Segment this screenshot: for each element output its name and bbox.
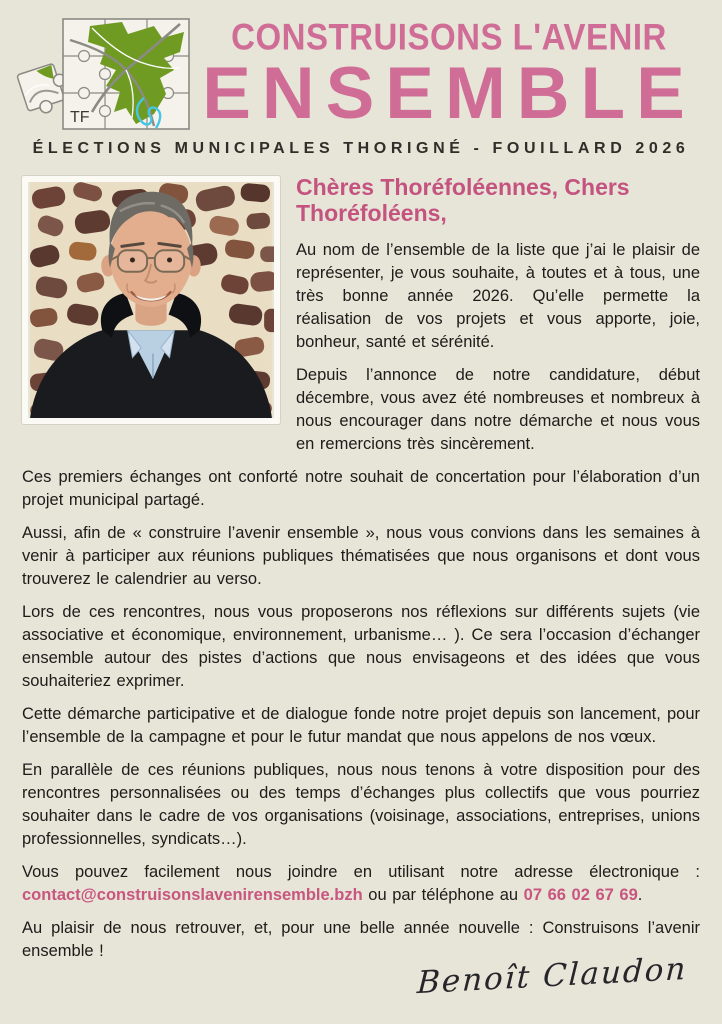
paragraph-closing: Au plaisir de nous retrouver, et, pour une belle année nouvelle : Construisons l’avenir ensemble ! — [22, 918, 700, 960]
campaign-logo — [14, 14, 194, 144]
paragraph-reunions: Aussi, afin de « construire l’avenir ensemble », nous vous convions dans les semaines à venir à participer aux réunions publiques thématisées que nous organisons et dont vous trouverez le calendrier au verso. — [22, 523, 700, 588]
paragraph-echanges: Ces premiers échanges ont conforté notre souhait de concertation pour l’élaboration d’un projet municipal partagé. — [22, 467, 700, 509]
paragraph-intro-2: Depuis l’annonce de notre candidature, début décembre, vous avez été nombreuses et nombreux à nous encourager dans notre démarche et nous vous en remercions très sincèrement. — [296, 365, 700, 453]
election-subtitle: ÉLECTIONS MUNICIPALES THORIGNÉ - FOUILLARD 2026 — [32, 140, 690, 157]
contact-email-link[interactable]: contact@construisonslavenirensemble.bzh — [22, 885, 363, 904]
contact-lead-text: Vous pouvez facilement nous joindre en utilisant notre adresse électronique : — [22, 862, 700, 881]
logo-tf-label: TF — [70, 109, 90, 126]
letter-content — [22, 172, 700, 973]
title-line-1: CONSTRUISONS L'AVENIR — [231, 15, 667, 58]
contact-connector-text: ou par téléphone au — [362, 885, 524, 904]
salutation: Chères Thoréfoléennes, Chers Thoréfoléens, — [296, 174, 630, 227]
paragraph-rencontres: Lors de ces rencontres, nous vous proposerons nos réflexions sur différents sujets (vie associative et économique, environnement, urbanisme… ). Ce sera l’occasion d’échanger ensemble autour des pistes d’actions que nous envisageons et des idées que vous souhaiteriez exprimer. — [22, 602, 700, 690]
title-line-2: ENSEMBLE — [202, 52, 696, 134]
candidate-photo — [22, 176, 280, 424]
contact-end-text: . — [637, 885, 643, 904]
puzzle-map-logo-graphic — [14, 14, 194, 144]
paragraph-intro-1: Au nom de l’ensemble de la liste que j’ai le plaisir de représenter, je vous souhaite, à toutes et à tous, une très bonne année 2026. Qu’elle permette la réalisation de vos projets et vous apporte, joie, bonheur, santé et sérénité. — [296, 240, 700, 351]
campaign-title — [192, 15, 706, 134]
contact-phone-number: 07 66 02 67 69 — [523, 885, 638, 904]
paragraph-disposition: En parallèle de ces réunions publiques, nous nous tenons à votre disposition pour des rencontres personnalisées ou des temps d’échanges plus collectifs que vous pourriez souhaiter dans le cadre de vos organisations (voisinage, associations, entreprises, unions professionnelles, syndicats…). — [22, 760, 700, 848]
paragraph-contact — [22, 861, 700, 907]
candidate-portrait-graphic — [28, 182, 274, 418]
paragraph-demarche: Cette démarche participative et de dialogue fonde notre projet depuis son lancement, pour l’ensemble de la campagne et pour le futur mandat que nous appelons de nos vœux. — [22, 704, 700, 746]
puzzle-grid — [63, 19, 189, 129]
candidate-signature: Benoît Claudon — [416, 950, 689, 1002]
